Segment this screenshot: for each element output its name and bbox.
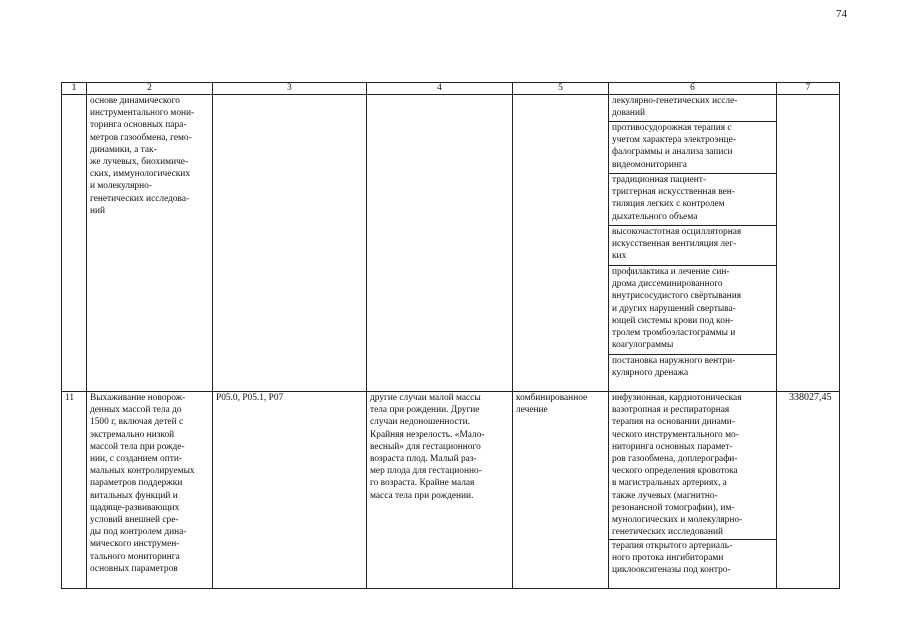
header-row: [62, 83, 840, 95]
patient-model-text: другие случаи малой массы тела при рождении. Другие случаи недоношенности. Крайняя незрелость. «Мало- весный» для гестационного возраста плод. Малый раз- мер плода для гестационно- го возраста. Крайне малая масса тела при рождении.: [370, 393, 485, 501]
row-number-cell: 11: [62, 392, 87, 589]
description-cell: [87, 392, 213, 589]
header-cell-3: 3: [213, 83, 367, 95]
cont-num-cell: [62, 95, 87, 392]
method-item: постановка наружного вентри- кулярного дренажа: [612, 356, 736, 379]
header-cell-4: 4: [367, 83, 513, 95]
cont-methods-cell: [609, 95, 777, 392]
methods-cell: [609, 392, 777, 589]
header-cell-7: 7: [777, 83, 840, 95]
price-value: 338027,45: [789, 392, 832, 403]
method-item: традиционная пациент- триггерная искусственная вен- тиляция легких с контролем дыхательного объема: [609, 174, 776, 226]
treatment-type-text: комбинированное лечение: [516, 393, 588, 416]
method-item: профилактика и лечение син- дрома диссеминированного внутрисосудистого свёртывания и других нарушений свертыва- ющей системы крови под кон- тролем тромбоэластограммы и коагулограммы: [609, 266, 776, 355]
header-cell-5: 5: [513, 83, 609, 95]
method-item: противосудорожная терапия с учетом характера электроэнце- фалограммы и анализа записи видеомониторинга: [609, 122, 776, 174]
table-row-continued: [62, 95, 840, 392]
cont-description-cell: [87, 95, 213, 392]
header-cell-6: 6: [609, 83, 777, 95]
patient-model-cell: [367, 392, 513, 589]
description-text: Выхаживание новорож- денных массой тела до 1500 г, включая детей с экстремально низкой массой тела при рожде- нии, с созданием опти- мальных контролируемых параметров поддержки витальных функций и щадяще-развивающих условий внешней сре- ды под контролем дина- мического инструмен- тального мониторинга основных параметров: [90, 393, 195, 574]
price-cell: [777, 392, 840, 589]
cont-codes-cell: [213, 95, 367, 392]
cont-model-cell: [367, 95, 513, 392]
page-number: 74: [836, 8, 847, 20]
services-table: [61, 82, 840, 589]
method-item: лекулярно-генетических иссле- дований: [609, 95, 776, 122]
table-row-11: [62, 392, 840, 589]
method-item: высокочастотная осцилляторная искусственная вентиляция лег- ких: [609, 226, 776, 266]
icd-codes-cell: [213, 392, 367, 589]
method-item: терапия открытого артериаль- ного протока ингибиторами циклооксигеназы под контро-: [612, 541, 733, 576]
treatment-type-cell: [513, 392, 609, 589]
header-cell-1: 1: [62, 83, 87, 95]
method-item: инфузионная, кардиотоническая вазотропная и респираторная терапия на основании динами- ческого инструментального мо- ниторинга основных парамет- ров газообмена, доплерографи- ческого определения кровотока в магистральных артериях, а также лучевых (магнитно- резонансной томографии), им- мунологических и молекулярно- генетических исследований: [609, 392, 776, 540]
cont-treatment-type-cell: [513, 95, 609, 392]
icd-codes-text: P05.0, P05.1, P07: [216, 393, 284, 403]
header-cell-2: 2: [87, 83, 213, 95]
cont-price-cell: [777, 95, 840, 392]
cont-description-text: основе динамического инструментального мони- торинга основных пара- метров газообмена, гемо- динамики, а так- же лучевых, биохимиче- ских, иммунологических и молекулярно- генетических исследова- ний: [90, 96, 195, 216]
